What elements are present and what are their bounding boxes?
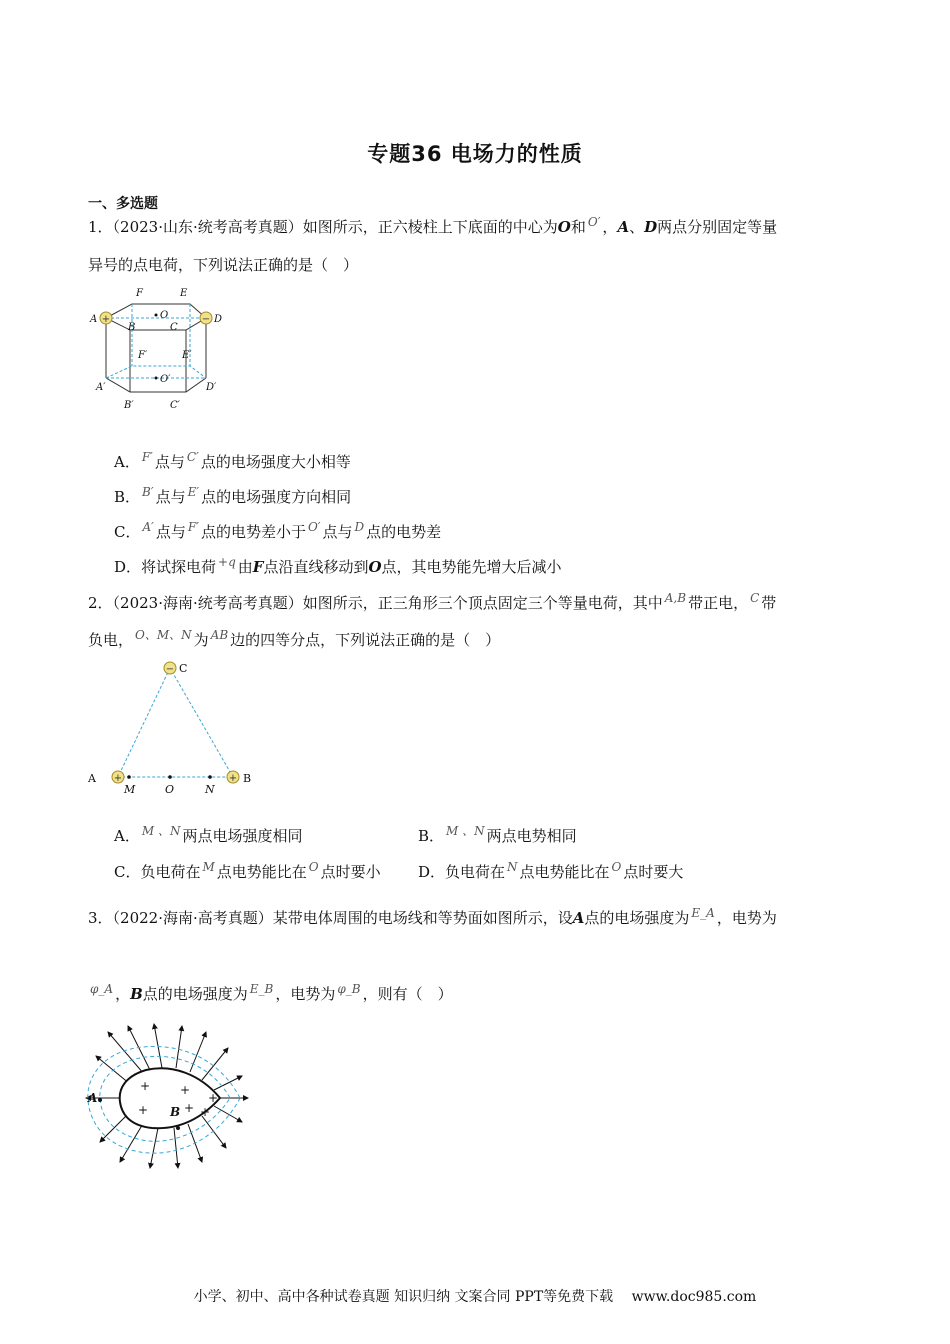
label-A: A bbox=[90, 314, 98, 325]
label-O: O bbox=[165, 783, 175, 796]
label-M: M bbox=[124, 783, 136, 796]
label-D: D bbox=[214, 314, 223, 325]
q3-field-lines-figure bbox=[80, 1022, 255, 1172]
label-B: B bbox=[243, 772, 252, 785]
plus-sign-2: + bbox=[180, 1083, 191, 1097]
q1-option-b[interactable]: B． $^{B'}$ 点与 $^{E'}$ 点的电场强度方向相同 bbox=[114, 485, 352, 506]
label-C: C bbox=[170, 322, 178, 333]
svg-text:−: − bbox=[201, 314, 211, 325]
label-E: E bbox=[180, 288, 188, 299]
q1-option-d[interactable]: D．将试探电荷 $^{+q}$ 由F点沿直线移动到O点，其电势能先增大后减小 bbox=[114, 555, 562, 576]
svg-text:+: + bbox=[228, 773, 238, 784]
plus-sign-4: + bbox=[138, 1103, 149, 1117]
svg-text:−: − bbox=[165, 664, 175, 675]
q1-line1: 1．（2023·山东·统考高考真题）如图所示，正六棱柱上下底面的中心为O和 $^{O'}$ ，A、D两点分别固定等量 bbox=[88, 215, 778, 236]
q2-option-d[interactable]: D．负电荷在 $^N$ 点电势能比在 $^O$ 点时要大 bbox=[418, 860, 684, 881]
q1-option-c[interactable]: C． $^{A'}$ 点与 $^{F'}$ 点的电势差小于 $^{O'}$ 点与 $^D$ 点的电势差 bbox=[114, 520, 442, 541]
label-F: F bbox=[136, 288, 143, 299]
label-C: C bbox=[179, 662, 188, 675]
plus-sign-6: + bbox=[200, 1105, 211, 1119]
plus-sign-3: + bbox=[208, 1091, 219, 1105]
q3-line1: 3．（2022·海南·高考真题）某带电体周围的电场线和等势面如图所示，设A点的电场强度为 $^{E\_A}$ ，电势为 bbox=[88, 906, 777, 927]
page-title: 专题36 电场力的性质 bbox=[367, 142, 583, 166]
label-N: N bbox=[205, 783, 215, 796]
q2-line2: 负电， $^{O、M、N}$ 为 $^{AB}$ 边的四等分点，下列说法正确的是（ ） bbox=[88, 628, 501, 649]
label-O: O bbox=[160, 310, 169, 321]
q2-option-a[interactable]: A． $^{M 、N}$ 两点电场强度相同 bbox=[114, 824, 303, 845]
label-C-prime: C′ bbox=[170, 400, 180, 411]
q2-option-c[interactable]: C．负电荷在 $^M$ 点电势能比在 $^O$ 点时要小 bbox=[114, 860, 381, 881]
label-B: B bbox=[170, 1105, 181, 1119]
label-F-prime: F′ bbox=[138, 350, 148, 361]
label-D-prime: D′ bbox=[206, 382, 217, 393]
label-O-prime: O′ bbox=[160, 374, 171, 385]
q3-line2: $^{\varphi\_A}$ ，B点的电场强度为 $^{E\_B}$ ，电势为 $^{\varphi\_B}$ ，则有（ ） bbox=[90, 982, 453, 1003]
page-footer: 小学、初中、高中各种试卷真题 知识归纳 文案合同 PPT等免费下载 www.doc985.com bbox=[193, 1289, 757, 1305]
q1-hex-prism-figure bbox=[88, 282, 228, 417]
label-E-prime: E′ bbox=[182, 350, 192, 361]
svg-text:+: + bbox=[101, 314, 111, 325]
label-B-prime: B′ bbox=[124, 400, 134, 411]
svg-text:+: + bbox=[113, 773, 123, 784]
plus-sign-5: + bbox=[184, 1101, 195, 1115]
q1-line2: 异号的点电荷，下列说法正确的是（ ） bbox=[88, 256, 359, 274]
label-B: B bbox=[128, 322, 136, 333]
label-A-prime: A′ bbox=[96, 382, 106, 393]
plus-sign-1: + bbox=[140, 1079, 151, 1093]
q2-triangle-figure bbox=[86, 656, 266, 798]
label-A: A bbox=[88, 772, 96, 785]
q1-option-a[interactable]: A． $^{F'}$ 点与 $^{C'}$ 点的电场强度大小相等 bbox=[114, 450, 351, 471]
q2-option-b[interactable]: B． $^{M 、N}$ 两点电势相同 bbox=[418, 824, 577, 845]
label-A: A bbox=[88, 1091, 98, 1105]
section-heading: 一、多选题 bbox=[88, 196, 158, 212]
q2-line1: 2．（2023·海南·统考高考真题）如图所示，正三角形三个顶点固定三个等量电荷，其中 $^{A,B}$ 带正电， $^C$ 带 bbox=[88, 591, 777, 612]
